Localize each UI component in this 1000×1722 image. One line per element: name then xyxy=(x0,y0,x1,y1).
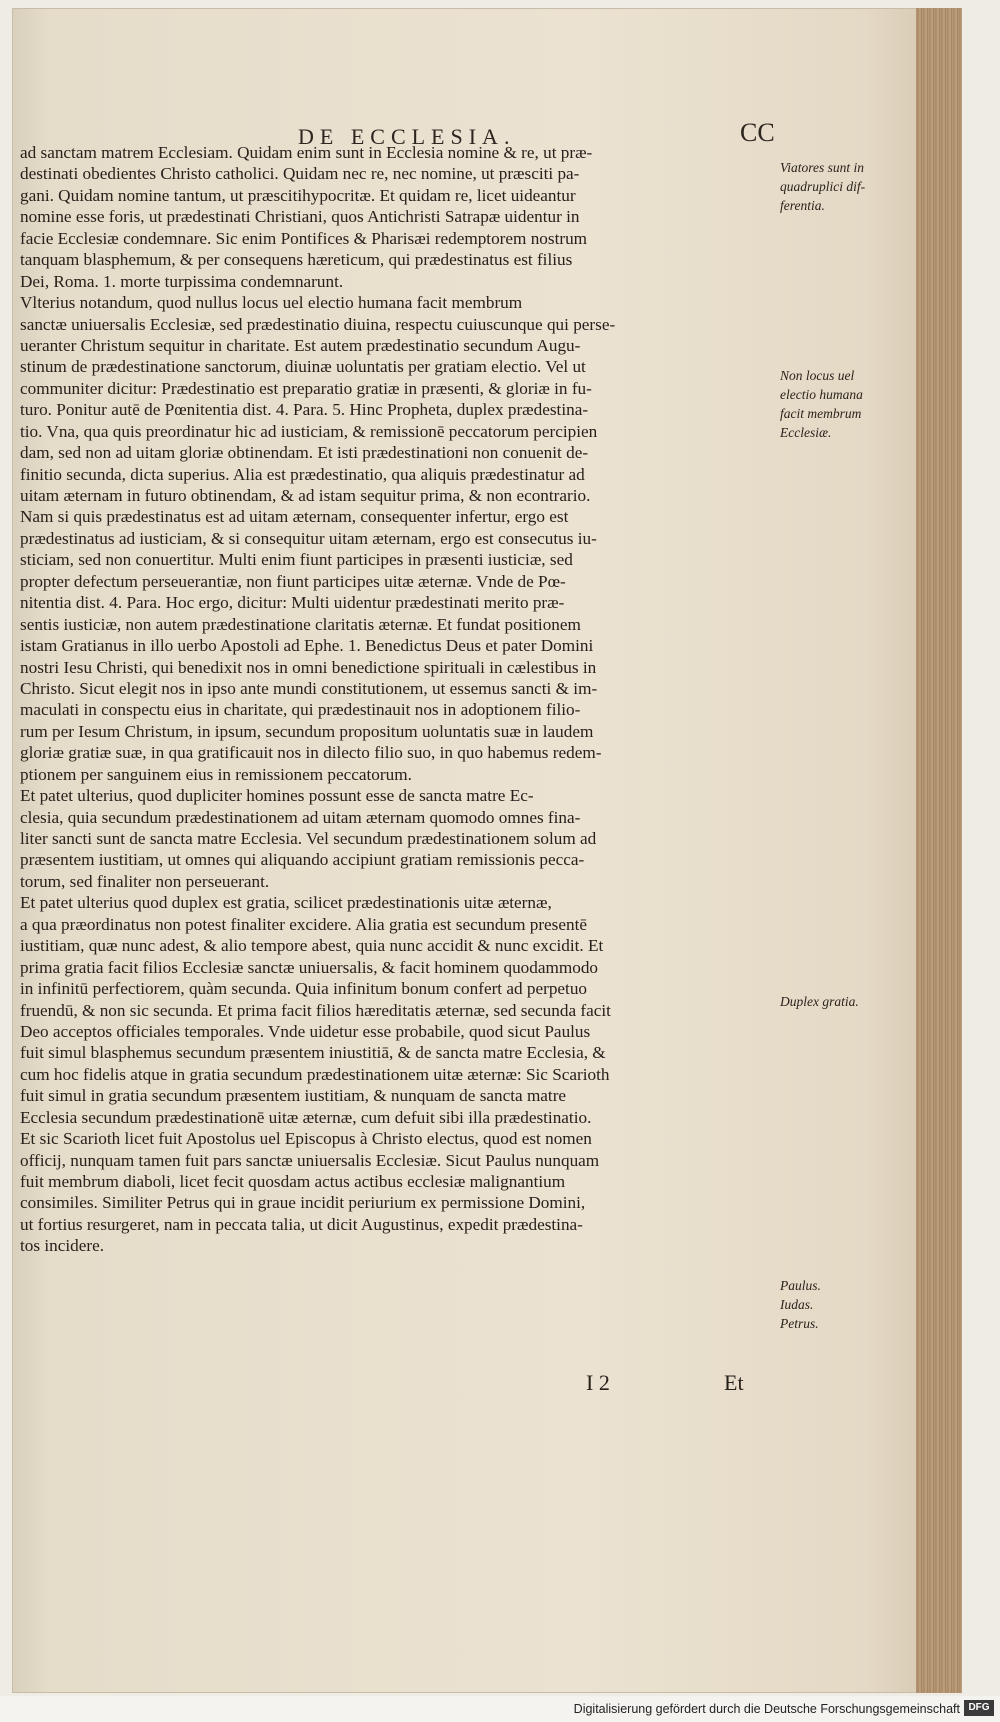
text-line: propter defectum perseuerantiæ, non fiunt participes uitæ æternæ. Vnde de Pœ- xyxy=(20,571,566,591)
text-line: clesia, quia secundum prædestinationem ad uitam æternam quomodo omnes fina- xyxy=(20,807,581,827)
margin-note-viatores xyxy=(780,158,912,215)
text-line: uitam æternam in futuro obtinendam, & ad istam sequitur prima, & non econtrario. xyxy=(20,486,591,505)
text-line: liter sancti sunt de sancta matre Ecclesia. Vel secundum prædestinationem solum ad xyxy=(20,829,597,848)
text-line: gloriæ gratiæ suæ, in qua gratificauit nos in dilecto filio suo, in quo habemus redem- xyxy=(20,743,602,763)
dfg-logo: DFG xyxy=(964,1700,994,1716)
text-line: iustitiam, quæ nunc adest, & alio tempore abest, quia nunc accidit & nunc excidit. Et xyxy=(20,936,604,956)
catchword: Et xyxy=(724,1370,744,1395)
text-line: Dei, Roma. 1. morte turpissima condemnarunt. xyxy=(20,271,344,291)
margin-note-line: quadruplici dif- xyxy=(780,179,866,194)
margin-note-line: Viatores sunt in xyxy=(780,160,864,175)
text-line: fuit membrum diaboli, licet fecit quosdam actus actibus ecclesiæ malignantium xyxy=(20,1172,566,1191)
margin-note-names xyxy=(780,1276,912,1333)
margin-note-line: Duplex gratia. xyxy=(780,994,859,1009)
text-line: Et patet ulterius, quod dupliciter homines possunt esse de sancta matre Ec- xyxy=(20,786,534,806)
text-line: sentis iusticiæ, non autem prædestinatione claritatis æternæ. Et fundat positionem xyxy=(20,614,581,634)
text-line: fuit simul blasphemus secundum præsentem iniustitiā, & de sancta matre Ecclesia, & xyxy=(20,1043,606,1063)
text-line: nomine esse foris, ut prædestinati Christiani, quos Antichristi Satrapæ uidentur in xyxy=(20,207,580,227)
text-line: dam, sed non ad uitam gloriæ obtinendam. Et isti prædestinationi non conuenit de- xyxy=(20,443,589,463)
text-line: præsentem iustitiam, ut omnes qui aliquando accipiunt gratiam remissionis pecca- xyxy=(20,850,585,870)
text-line: in infinitū perfectiorem, quàm secunda. Quia infinitum bonum confert ad perpetuo xyxy=(20,979,588,999)
text-line: istam Gratianus in illo uerbo Apostoli ad Ephe. 1. Benedictus Deus et pater Domini xyxy=(20,636,594,656)
text-line: ueranter Christum sequitur in charitate. Est autem prædestinatio secundum Augu- xyxy=(20,335,581,355)
margin-note-line: electio humana xyxy=(780,387,863,402)
page-edge-stack xyxy=(916,8,962,1693)
text-line: consimiles. Similiter Petrus qui in graue incidit periurium ex permissione Domini, xyxy=(20,1193,586,1213)
text-line: facie Ecclesiæ condemnare. Sic enim Pontifices & Pharisæi redemptorem nostrum xyxy=(20,228,588,248)
text-line: fruendū, & non sic secunda. Et prima facit filios hæreditatis æternæ, sed secunda facit xyxy=(20,1000,611,1020)
folio-number: CC xyxy=(740,118,775,147)
margin-note-non-locus xyxy=(780,366,912,442)
text-line: stinum de prædestinatione sanctorum, diuinæ uoluntatis per gratiam electio. Vel ut xyxy=(20,357,586,377)
text-line: finitio secunda, dicta superius. Alia est prædestinatio, qua aliquis prædestinatur ad xyxy=(20,464,585,484)
signature-mark: I 2 xyxy=(586,1370,610,1395)
margin-note-duplex-gratia xyxy=(780,992,912,1011)
text-line: a qua præordinatus non potest finaliter excidere. Alia gratia est secundum presentē xyxy=(20,914,588,934)
margin-note-line: Ecclesiæ. xyxy=(780,425,832,440)
text-line: gani. Quidam nomine tantum, ut præscitihypocritæ. Et quidam re, licet uideantur xyxy=(20,185,576,205)
text-line: fuit simul in gratia secundum præsentem iustitiam, & nunquam de sancta matre xyxy=(20,1086,567,1106)
digitization-credit: Digitalisierung gefördert durch die Deutsche Forschungsgemeinschaft xyxy=(573,1702,960,1716)
text-line: ut fortius resurgeret, nam in peccata talia, ut dicit Augustinus, expedit prædestina- xyxy=(20,1214,583,1234)
main-text-block xyxy=(20,142,774,1257)
text-line: maculati in conspectu eius in charitate, qui prædestinauit nos in adoptionem filio- xyxy=(20,700,581,720)
text-line: prima gratia facit filios Ecclesiæ sanctæ uniuersalis, & facit hominem quodammodo xyxy=(20,957,599,977)
text-line: rum per Iesum Christum, in ipsum, secundum propositum uoluntatis suæ in laudem xyxy=(20,721,594,741)
text-line: tos incidere. xyxy=(20,1236,104,1256)
text-line: tio. Vna, qua quis preordinatur hic ad iusticiam, & remissionē peccatorum percipien xyxy=(20,421,598,441)
margin-note-line: Paulus. xyxy=(780,1278,821,1293)
text-line: nitentia dist. 4. Para. Hoc ergo, dicitur: Multi uidentur prædestinati merito præ- xyxy=(20,593,565,613)
text-line: tanquam blasphemum, & per consequens hæreticum, qui prædestinatus est filius xyxy=(20,250,573,270)
margin-note-line: Non locus uel xyxy=(780,368,855,383)
text-line: ad sanctam matrem Ecclesiam. Quidam enim sunt in Ecclesia nomine & re, ut præ- xyxy=(20,143,593,162)
margin-note-line: facit membrum xyxy=(780,406,862,421)
text-line: nostri Iesu Christi, qui benedixit nos in omni benedictione spirituali in cælestibus in xyxy=(20,657,597,677)
text-line: Vlterius notandum, quod nullus locus uel electio humana facit membrum xyxy=(20,293,523,313)
text-line: Deo acceptos officiales temporales. Vnde uidetur esse probabile, quod sicut Paulus xyxy=(20,1021,591,1041)
text-line: Nam si quis prædestinatus est ad uitam æternam, consequenter infertur, ergo est xyxy=(20,507,569,527)
text-line: Et patet ulterius quod duplex est gratia, scilicet prædestinationis uitæ æternæ, xyxy=(20,893,552,913)
running-title: DE ECCLESIA. xyxy=(298,124,516,149)
text-line: ptionem per sanguinem eius in remissionem peccatorum. xyxy=(20,764,412,784)
text-line: Christo. Sicut elegit nos in ipso ante mundi constitutionem, ut essemus sancti & im- xyxy=(20,678,598,698)
text-line: Et sic Scarioth licet fuit Apostolus uel Episcopus à Christo electus, quod est nomen xyxy=(20,1129,592,1149)
text-line: cum hoc fidelis atque in gratia secundum prædestinationem uitæ æternæ: Sic Scarioth xyxy=(20,1064,610,1084)
text-line: sticiam, sed non conuertitur. Multi enim fiunt participes in præsenti iusticiæ, sed xyxy=(20,550,573,570)
text-line: torum, sed finaliter non perseuerant. xyxy=(20,871,270,891)
text-line: prædestinatus ad iusticiam, & si consequitur uitam æternam, ergo est consecutus iu- xyxy=(20,528,597,548)
text-line: sanctæ uniuersalis Ecclesiæ, sed prædestinatio diuina, respectu cuiuscunque qui perse- xyxy=(20,314,616,334)
margin-note-line: Petrus. xyxy=(780,1316,819,1331)
text-line: destinati obedientes Christo catholici. Quidam nec re, nec nomine, ut præsciti pa- xyxy=(20,164,580,184)
text-line: Ecclesia secundum prædestinationē uitæ æternæ, cum defuit sibi illa prædestinatio. xyxy=(20,1107,592,1127)
margin-note-line: ferentia. xyxy=(780,198,825,213)
text-line: communiter dicitur: Prædestinatio est preparatio gratiæ in præsenti, & gloriæ in fu- xyxy=(20,378,592,398)
text-line: turo. Ponitur autē de Pœnitentia dist. 4. Para. 5. Hinc Propheta, duplex prædestina- xyxy=(20,400,589,420)
text-line: officij, nunquam tamen fuit pars sanctæ uniuersalis Ecclesiæ. Sicut Paulus nunquam xyxy=(20,1150,600,1170)
margin-note-line: Iudas. xyxy=(780,1297,814,1312)
